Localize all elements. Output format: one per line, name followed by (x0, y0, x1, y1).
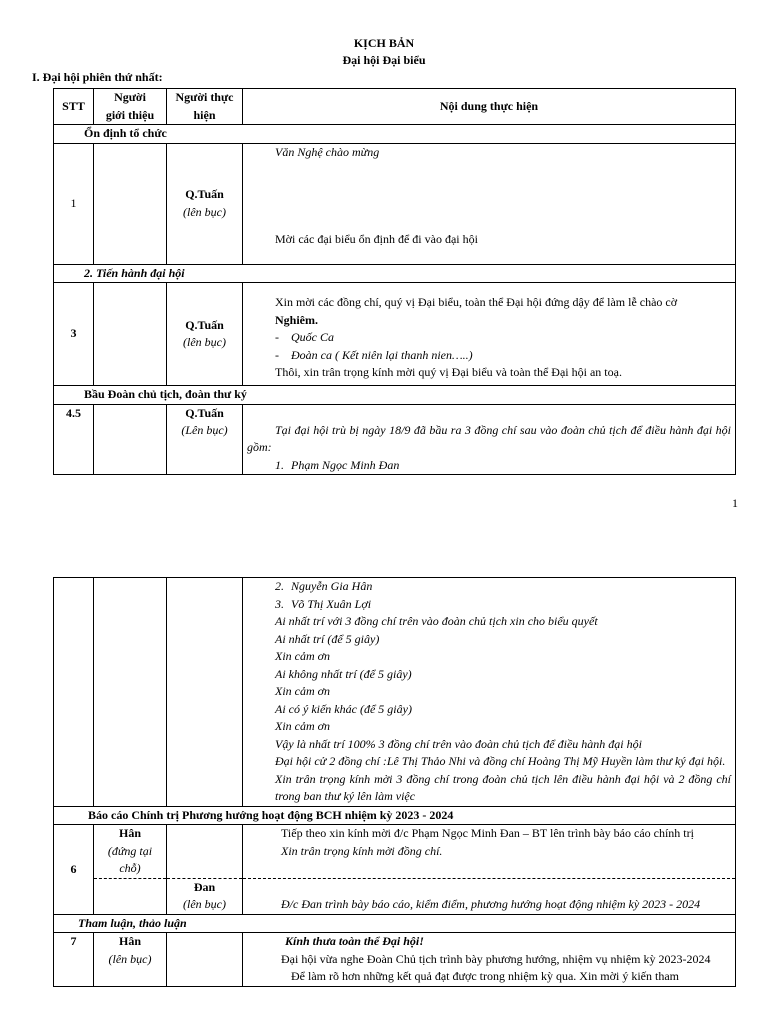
section-row (54, 125, 736, 144)
section-row (54, 264, 736, 283)
bullet-item: - Quốc Ca (275, 330, 334, 344)
content-line: Kính thưa toàn thể Đại hội! (285, 934, 424, 948)
content-line: Tại đại hội trù bị ngày 18/9 đã bầu ra 3 đồng chí sau vào đoàn chủ tịch để điều hành đại hội gồm: (247, 422, 731, 454)
row-introducer (94, 878, 167, 914)
introducer-name: Hân (118, 826, 141, 840)
table-row (54, 578, 736, 807)
content-line: Ai không nhất trí (để 5 giây) (275, 666, 412, 681)
row-introducer (94, 143, 167, 264)
introducer-note: (lên bục) (108, 951, 152, 966)
header-performer-line2: hiện (193, 107, 216, 122)
row-content (243, 143, 736, 264)
row-performer (167, 825, 243, 879)
section-label-4: Báo cáo Chính trị Phương hướng hoạt động BCH nhiệm kỳ 2023 - 2024 (54, 806, 736, 825)
performer-note: (Lên bục) (181, 423, 228, 437)
content-line: Xin mời các đồng chí, quý vị Đại biểu, toàn thể Đại hội đứng dậy để làm lễ chào cờ (275, 295, 678, 309)
row-content (243, 933, 736, 987)
header-introducer-line1: Người (114, 90, 146, 104)
header-introducer (94, 89, 167, 125)
table-row (54, 878, 736, 914)
content-line: Mời các đại biểu ổn định để đi vào đại hội (275, 232, 478, 246)
header-content: Nội dung thực hiện (243, 89, 736, 125)
header-stt: STT (54, 89, 94, 125)
row-performer (167, 578, 243, 807)
header-performer (167, 89, 243, 125)
row-stt: 6 (54, 825, 94, 915)
row-content (243, 404, 736, 475)
table-header-row (54, 89, 736, 125)
row-introducer (94, 933, 167, 987)
table-row (54, 404, 736, 475)
performer-note: (lên bục) (183, 204, 226, 219)
content-line: Ai nhất trí với 3 đồng chí trên vào đoàn chủ tịch xin cho biểu quyết (275, 614, 598, 628)
introducer-name: Hân (118, 934, 141, 948)
table-row (54, 825, 736, 879)
row-performer (167, 404, 243, 475)
table-row (54, 933, 736, 987)
row-introducer (94, 283, 167, 386)
row-introducer (94, 404, 167, 475)
row-performer (167, 143, 243, 264)
content-line: Vậy là nhất trí 100% 3 đồng chí trên vào đoàn chủ tịch để điều hành đại hội (275, 736, 642, 751)
content-line: Nghiêm. (275, 312, 318, 327)
bullet-item: - Đoàn ca ( Kết niên lại thanh nien…..) (275, 347, 473, 362)
row-introducer (94, 825, 167, 879)
numbered-item: 1. Phạm Ngọc Minh Đan (275, 457, 400, 472)
row-performer (167, 283, 243, 386)
content-line: Đại hội vừa nghe Đoàn Chủ tịch trình bày phương hướng, nhiệm vụ nhiệm kỳ 2023-2024 (281, 951, 711, 966)
section-row (54, 914, 736, 933)
content-line: Đại hội cử 2 đồng chí :Lê Thị Thảo Nhi và đồng chí Hoàng Thị Mỹ Huyền làm thư ký đại hội. (275, 754, 726, 768)
content-line: Xin cảm ơn (275, 719, 331, 733)
content-line: Ai nhất trí (để 5 giây) (275, 631, 380, 646)
performer-note: (lên bục) (183, 897, 226, 911)
section-label-2: 2. Tiến hành đại hội (54, 264, 736, 283)
document-title: KỊCH BẢN (353, 36, 415, 50)
row-stt: 1 (54, 143, 94, 264)
header-introducer-line2: giới thiệu (105, 107, 155, 122)
row-content (243, 825, 736, 879)
row-stt: 7 (54, 933, 94, 987)
content-line: Văn Nghệ chào mừng (275, 144, 380, 159)
numbered-item: 3. Võ Thị Xuân Lợi (275, 596, 372, 611)
content-line: Xin trân trọng kính mời 3 đồng chí trong đoàn chủ tịch lên điều hành đại hội và 2 đồng chí trong ban thư ký lên làm việc (275, 771, 731, 803)
row-introducer (94, 578, 167, 807)
content-line: Xin cảm ơn (275, 649, 331, 663)
performer-name: Q.Tuấn (185, 187, 224, 201)
program-table-page2 (53, 577, 736, 987)
table-row (54, 283, 736, 386)
content-line: Để làm rõ hơn những kết quả đạt được trong nhiệm kỳ qua. Xin mời ý kiến tham (291, 969, 679, 983)
row-content (243, 578, 736, 807)
row-stt: 3 (54, 283, 94, 386)
introducer-note: (đứng tại chỗ) (107, 843, 153, 875)
content-line: Xin trân trọng kính mời đồng chí. (281, 843, 443, 858)
numbered-item: 2. Nguyễn Gia Hân (275, 579, 373, 593)
row-performer (167, 933, 243, 987)
row-content: Đ/c Đan trình bày báo cáo, kiểm điểm, phương hướng hoạt động nhiệm kỳ 2023 - 2024 (243, 878, 736, 914)
content-line: Tiếp theo xin kính mời đ/c Phạm Ngọc Minh Đan – BT lên trình bày báo cáo chính trị (281, 826, 694, 840)
row-stt (54, 578, 94, 807)
content-line: Ai có ý kiến khác (để 5 giây) (275, 701, 412, 716)
section-label-1: Ổn định tổ chức (54, 125, 736, 144)
section-row (54, 386, 736, 405)
table-row (54, 143, 736, 264)
performer-note: (lên bục) (183, 335, 226, 349)
section-row (54, 806, 736, 825)
row-stt: 4.5 (54, 404, 94, 475)
document-subtitle: Đại hội Đại biểu (342, 53, 426, 67)
section-label-3: Bầu Đoàn chủ tịch, đoàn thư ký (54, 386, 736, 405)
section-heading: I. Đại hội phiên thứ nhất: (32, 70, 163, 84)
row-performer (167, 878, 243, 914)
content-line: Xin cảm ơn (275, 684, 331, 698)
performer-name: Q.Tuấn (185, 317, 224, 332)
performer-name: Đan (193, 879, 216, 894)
content-line: Thôi, xin trân trọng kính mời quý vị Đại biểu và toàn thể Đại hội an toạ. (275, 365, 622, 379)
performer-name: Q.Tuấn (185, 405, 224, 420)
program-table-page1 (53, 88, 736, 475)
section-label-5: Tham luận, thảo luận (54, 914, 736, 933)
row-content (243, 283, 736, 386)
page-number: 1 (732, 496, 738, 510)
header-performer-line1: Người thực (175, 90, 234, 104)
